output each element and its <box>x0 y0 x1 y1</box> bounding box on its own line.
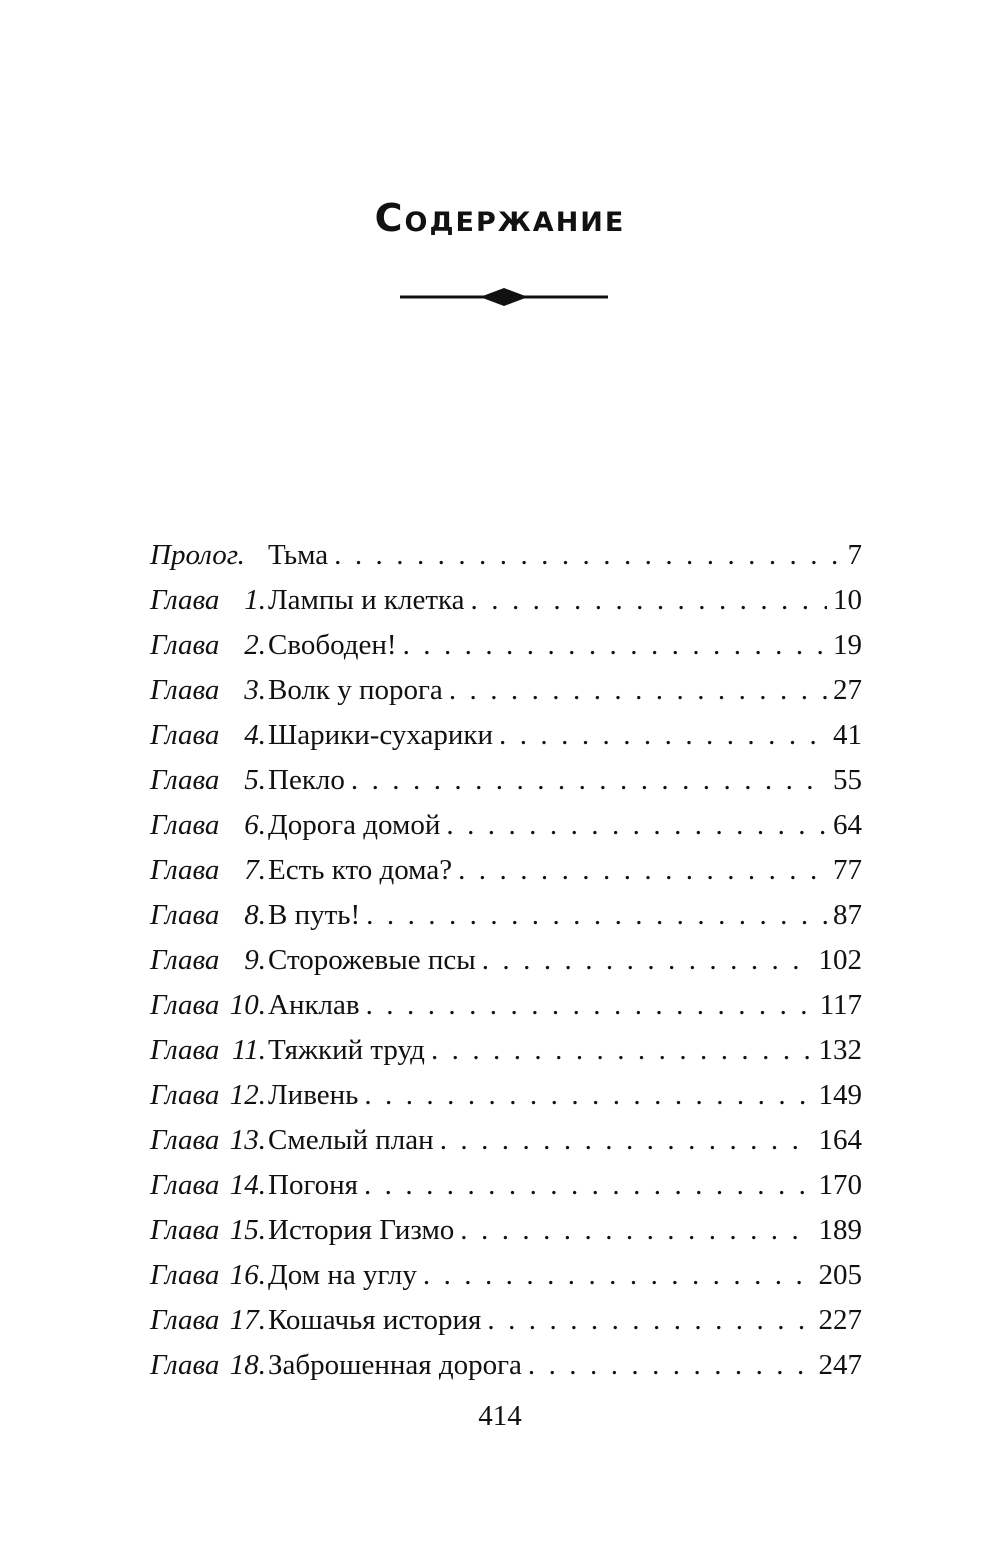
toc-entry-label: Глава 4. <box>150 719 266 751</box>
toc-entry-page: 102 <box>818 944 862 976</box>
toc-entry-chapter-13[interactable] <box>150 1118 862 1163</box>
toc-entry-prologue[interactable] <box>150 533 862 578</box>
dot-leader <box>364 1163 813 1208</box>
toc-entry-title: Дорога домой <box>268 809 441 841</box>
toc-entry-chapter-1[interactable] <box>150 578 862 623</box>
toc-entry-page: 10 <box>833 584 862 616</box>
toc-entry-chapter-12[interactable] <box>150 1073 862 1118</box>
dot-leader <box>334 533 841 578</box>
toc-entry-page: 117 <box>819 989 862 1021</box>
page-number: 414 <box>478 1400 522 1432</box>
toc-entry-title: Есть кто дома? <box>268 854 453 886</box>
toc-entry-title: Свободен! <box>268 629 397 661</box>
toc-entry-page: 164 <box>818 1124 862 1156</box>
toc-entry-title: Тяжкий труд <box>268 1034 425 1066</box>
toc-entry-title: Тьма <box>268 539 329 571</box>
toc-entry-page: 77 <box>833 854 862 886</box>
toc-entry-chapter-4[interactable] <box>150 713 862 758</box>
dot-leader <box>403 623 827 668</box>
toc-entry-page: 64 <box>833 809 862 841</box>
dot-leader <box>423 1253 813 1298</box>
dot-leader <box>460 1208 812 1253</box>
dot-leader <box>471 578 827 623</box>
toc-entry-title: История Гизмо <box>268 1214 455 1246</box>
toc-entry-label: Глава 8. <box>150 899 266 931</box>
toc-entry-chapter-2[interactable] <box>150 623 862 668</box>
toc-entry-title: Шарики-сухарики <box>268 719 494 751</box>
toc-entry-label: Пролог. <box>150 539 245 571</box>
dot-leader <box>446 803 827 848</box>
toc-entry-title: Сторожевые псы <box>268 944 476 976</box>
toc-entry-label: Глава 13. <box>150 1124 266 1156</box>
toc-entry-chapter-7[interactable] <box>150 848 862 893</box>
dot-leader <box>440 1118 813 1163</box>
toc-entry-label: Глава 12. <box>150 1079 266 1111</box>
toc-entry-label: Глава 7. <box>150 854 266 886</box>
dot-leader <box>482 938 813 983</box>
dot-leader <box>364 1073 812 1118</box>
toc-entry-chapter-8[interactable] <box>150 893 862 938</box>
toc-entry-label: Глава 3. <box>150 674 266 706</box>
toc-entry-title: Анклав <box>268 989 360 1021</box>
toc-entry-title: Кошачья история <box>268 1304 482 1336</box>
dot-leader <box>499 713 827 758</box>
toc-entry-label: Глава 14. <box>150 1169 266 1201</box>
toc-entry-page: 27 <box>833 674 862 706</box>
toc-entry-chapter-9[interactable] <box>150 938 862 983</box>
toc-entry-chapter-3[interactable] <box>150 668 862 713</box>
toc-entry-chapter-10[interactable] <box>150 983 862 1028</box>
toc-entry-page: 19 <box>833 629 862 661</box>
toc-entry-page: 41 <box>833 719 862 751</box>
toc-entry-label: Глава 15. <box>150 1214 266 1246</box>
toc-entry-label: Глава 1. <box>150 584 266 616</box>
toc-entry-chapter-14[interactable] <box>150 1163 862 1208</box>
toc-entry-chapter-16[interactable] <box>150 1253 862 1298</box>
toc-entry-page: 55 <box>833 764 862 796</box>
toc-entry-chapter-15[interactable] <box>150 1208 862 1253</box>
toc-entry-page: 7 <box>847 539 862 571</box>
toc-entry-page: 149 <box>818 1079 862 1111</box>
toc-entry-chapter-18[interactable] <box>150 1343 862 1388</box>
toc-entry-title: Ливень <box>268 1079 359 1111</box>
toc-entry-chapter-11[interactable] <box>150 1028 862 1073</box>
dot-leader <box>528 1343 813 1388</box>
toc-entry-label: Глава 16. <box>150 1259 266 1291</box>
toc-entry-title: Пекло <box>268 764 345 796</box>
toc-entry-chapter-5[interactable] <box>150 758 862 803</box>
toc-entry-page: 247 <box>818 1349 862 1381</box>
dot-leader <box>487 1298 812 1343</box>
toc-entry-label: Глава 18. <box>150 1349 266 1381</box>
table-of-contents <box>150 533 862 1388</box>
toc-entry-label: Глава 6. <box>150 809 266 841</box>
toc-entry-page: 132 <box>818 1034 862 1066</box>
diamond-divider-icon <box>400 284 608 310</box>
dot-leader <box>449 668 827 713</box>
toc-entry-chapter-6[interactable] <box>150 803 862 848</box>
dot-leader <box>458 848 827 893</box>
toc-entry-label: Глава 10. <box>150 989 266 1021</box>
toc-entry-title: В путь! <box>268 899 361 931</box>
toc-entry-title: Волк у порога <box>268 674 443 706</box>
dot-leader <box>351 758 827 803</box>
toc-entry-chapter-17[interactable] <box>150 1298 862 1343</box>
toc-entry-label: Глава 11. <box>150 1034 266 1066</box>
page-title: Содержание <box>374 196 626 241</box>
toc-entry-title: Заброшенная дорога <box>268 1349 522 1381</box>
dot-leader <box>366 893 827 938</box>
toc-entry-label: Глава 9. <box>150 944 266 976</box>
toc-entry-title: Лампы и клетка <box>268 584 465 616</box>
toc-entry-label: Глава 2. <box>150 629 266 661</box>
dot-leader <box>431 1028 813 1073</box>
toc-entry-title: Дом на углу <box>268 1259 417 1291</box>
toc-entry-label: Глава 17. <box>150 1304 266 1336</box>
toc-entry-label: Глава 5. <box>150 764 266 796</box>
toc-entry-page: 189 <box>818 1214 862 1246</box>
toc-entry-page: 170 <box>818 1169 862 1201</box>
toc-entry-title: Погоня <box>268 1169 358 1201</box>
toc-entry-page: 227 <box>818 1304 862 1336</box>
dot-leader <box>366 983 814 1028</box>
toc-entry-title: Смелый план <box>268 1124 434 1156</box>
toc-entry-page: 87 <box>833 899 862 931</box>
toc-entry-page: 205 <box>818 1259 862 1291</box>
